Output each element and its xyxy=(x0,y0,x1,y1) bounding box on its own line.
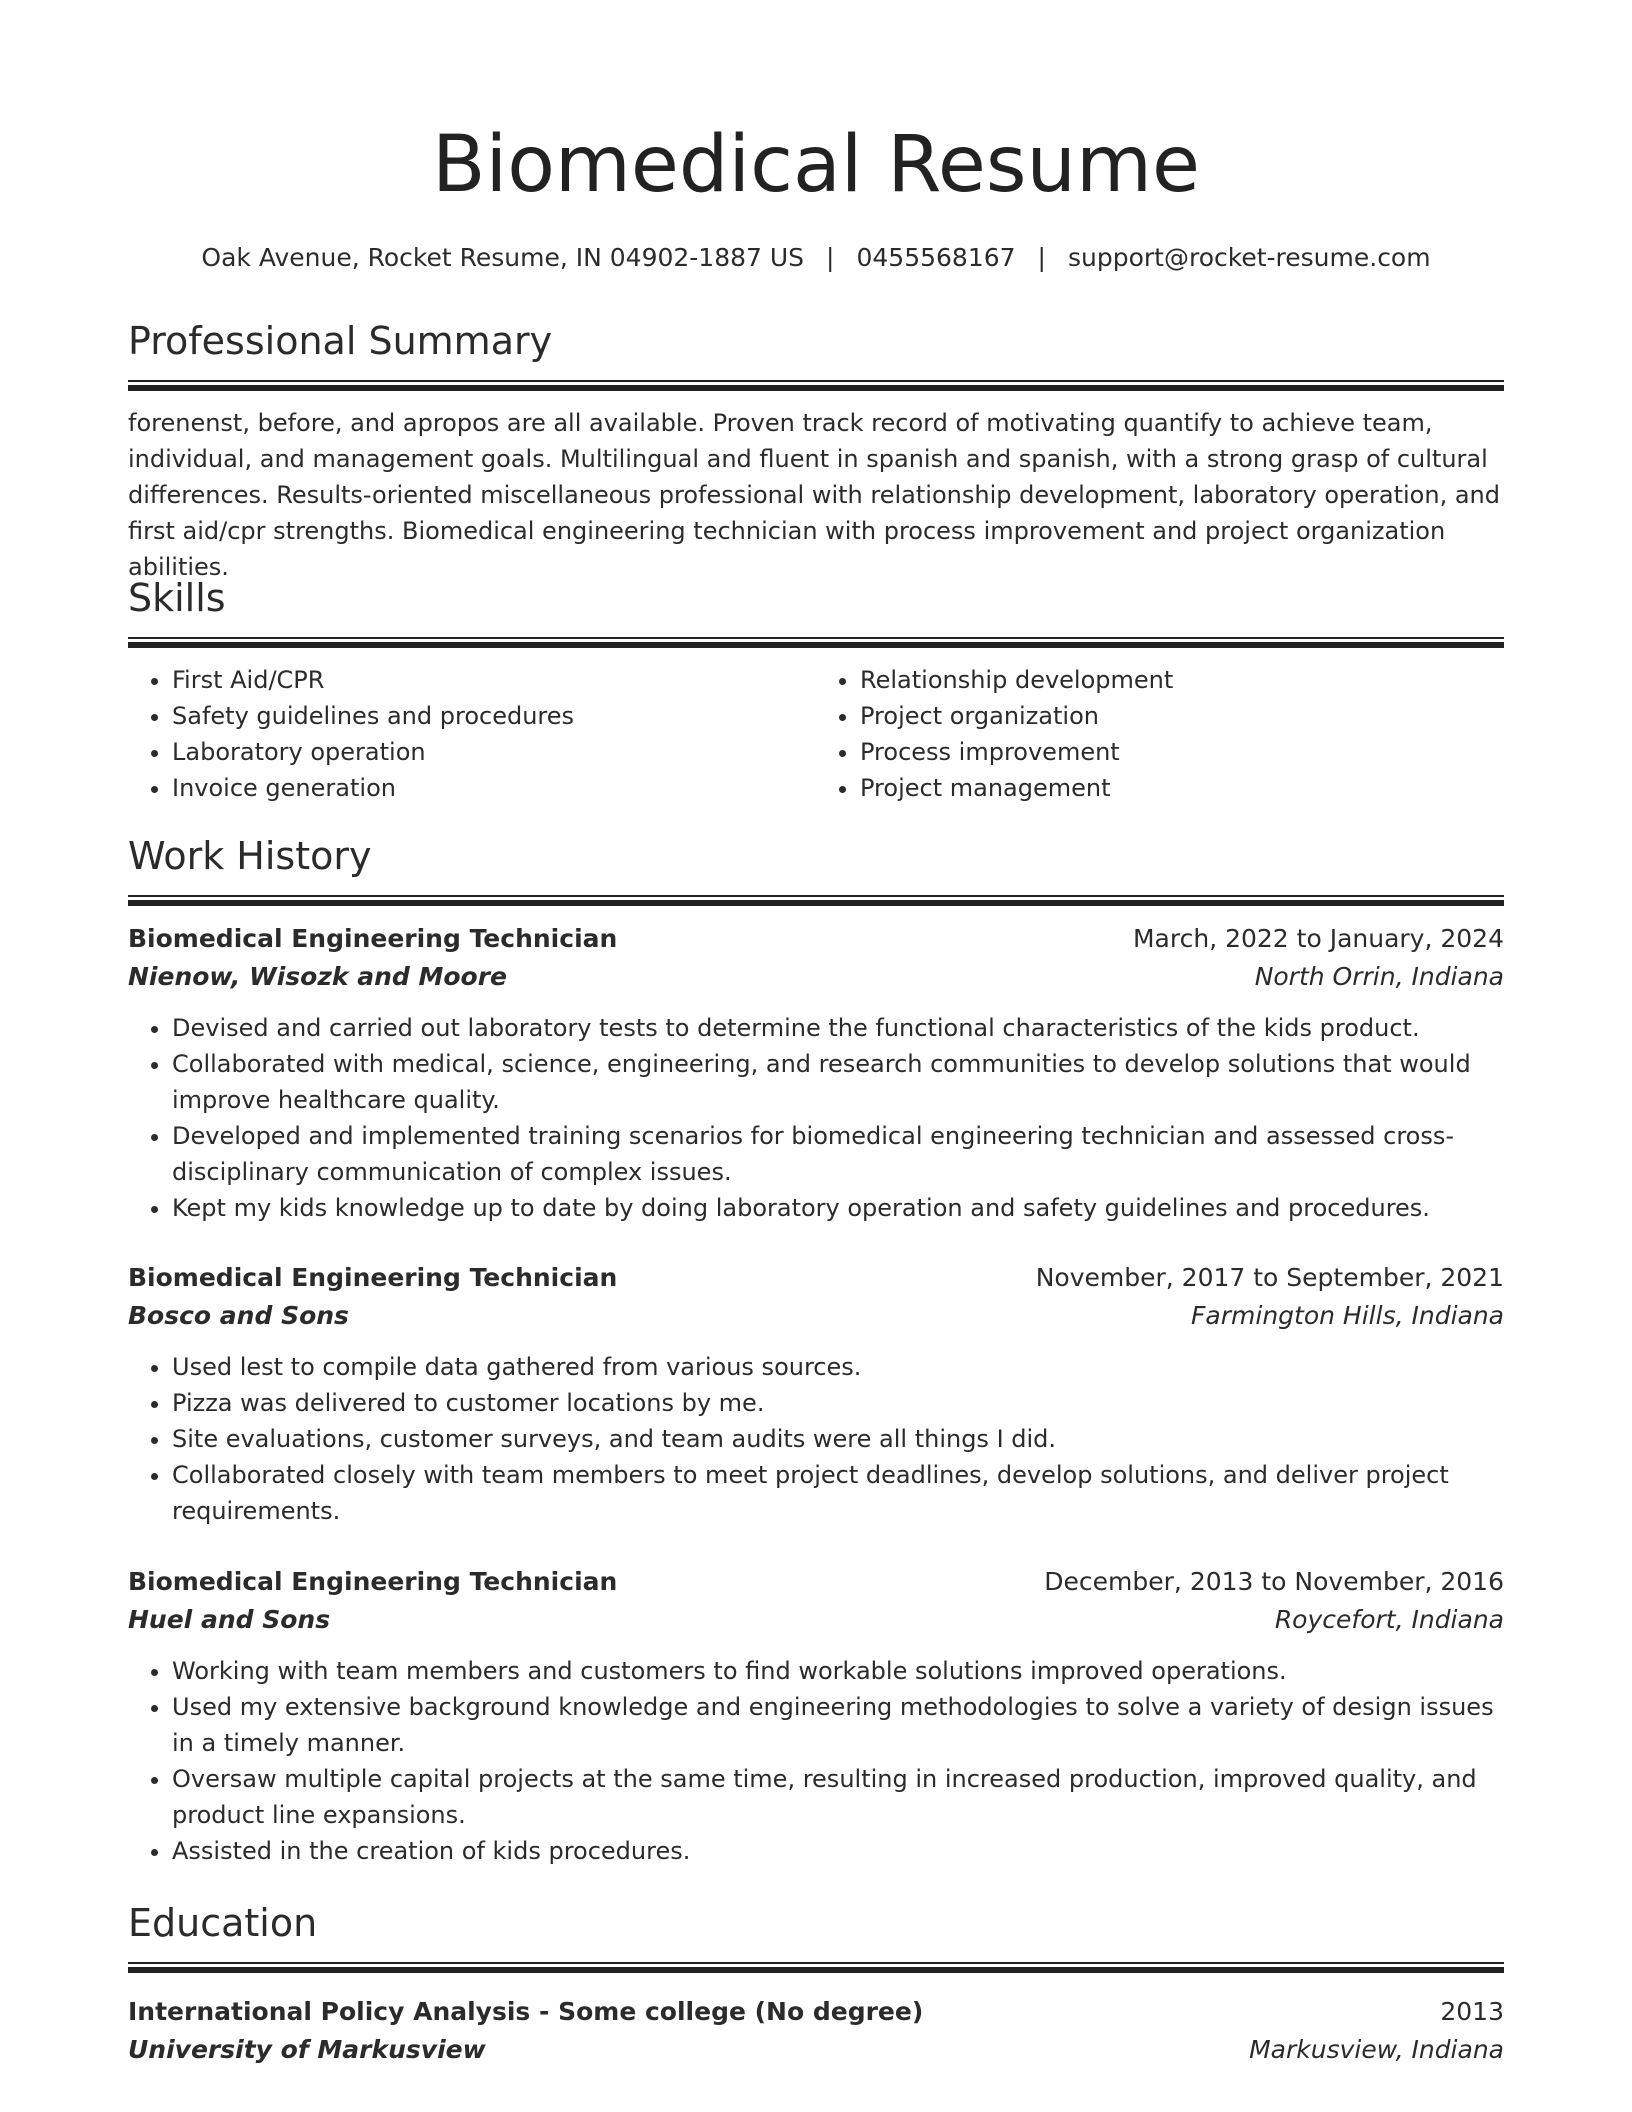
resume-page xyxy=(128,0,1504,2064)
education-section xyxy=(128,1900,1504,2069)
contact-address: Oak Avenue, Rocket Resume, IN 04902-1887 US xyxy=(201,243,805,272)
job-bullet: • Collaborated with medical, science, engineering, and research communities to develop solutions that would improve healthcare quality. xyxy=(172,1046,1504,1118)
job-bullet: • Pizza was delivered to customer locations by me. xyxy=(172,1385,1504,1421)
job-bullet: • Developed and implemented training scenarios for biomedical engineering technician and assessed cross-disciplinary communication of complex issues. xyxy=(172,1118,1504,1190)
job-bullet: • Site evaluations, customer surveys, and team audits were all things I did. xyxy=(172,1421,1504,1457)
contact-separator: | xyxy=(826,243,835,272)
job-location: Roycefort, Indiana xyxy=(1274,1605,1504,1634)
section-divider xyxy=(128,1962,1504,1973)
skill-item: • Project management xyxy=(860,770,1504,806)
skills-columns xyxy=(128,662,1504,806)
education-year: 2013 xyxy=(1440,1997,1504,2026)
education-location: Markusview, Indiana xyxy=(1249,2035,1504,2064)
skills-section xyxy=(128,575,1504,806)
job-dates: December, 2013 to November, 2016 xyxy=(1044,1567,1504,1596)
skills-list-left xyxy=(128,662,816,806)
job-title: Biomedical Engineering Technician xyxy=(128,1567,618,1596)
job-title: Biomedical Engineering Technician xyxy=(128,924,618,953)
job-dates: November, 2017 to September, 2021 xyxy=(1035,1263,1504,1292)
job-location: North Orrin, Indiana xyxy=(1254,962,1504,991)
section-title-skills: Skills xyxy=(128,576,226,620)
contact-phone: 0455568167 xyxy=(856,243,1016,272)
skill-item: • Laboratory operation xyxy=(172,734,816,770)
job-location: Farmington Hills, Indiana xyxy=(1191,1301,1504,1330)
job-bullet: • Assisted in the creation of kids procedures. xyxy=(172,1833,1504,1869)
contact-separator: | xyxy=(1037,243,1046,272)
summary-text: forenenst, before, and apropos are all available. Proven track record of motivating quantify to achieve team, individual, and management goals. Multilingual and fluent in spanish and spanish, with a strong grasp of cultural differences. Results-oriented miscellaneous professional with relationship development, laboratory operation, and first aid/cpr strengths. Biomedical engineering technician with process improvement and project organization abilities. xyxy=(128,409,1500,581)
resume-name: Biomedical Resume xyxy=(432,120,1200,210)
job-bullet: • Collaborated closely with team members to meet project deadlines, develop solutions, and deliver project requirements. xyxy=(172,1457,1504,1529)
section-divider xyxy=(128,895,1504,906)
job-bullet: • Used lest to compile data gathered from various sources. xyxy=(172,1349,1504,1385)
contact-email: support@rocket-resume.com xyxy=(1067,243,1431,272)
job-bullets xyxy=(128,1349,1504,1529)
skill-item: • Process improvement xyxy=(860,734,1504,770)
section-divider xyxy=(128,380,1504,391)
job-bullet: • Used my extensive background knowledge and engineering methodologies to solve a variety of design issues in a timely manner. xyxy=(172,1689,1504,1761)
job-entry xyxy=(128,920,1504,1226)
skill-item: • Project organization xyxy=(860,698,1504,734)
skills-list-right xyxy=(816,662,1504,806)
job-bullet: • Devised and carried out laboratory tests to determine the functional characteristics of the kids product. xyxy=(172,1010,1504,1046)
skill-item: • Safety guidelines and procedures xyxy=(172,698,816,734)
section-title-education: Education xyxy=(128,1901,318,1945)
skill-item: • Relationship development xyxy=(860,662,1504,698)
section-divider xyxy=(128,637,1504,648)
summary-section xyxy=(128,318,1504,585)
skill-item: • Invoice generation xyxy=(172,770,816,806)
section-title-work: Work History xyxy=(128,834,372,878)
work-section xyxy=(128,833,1504,906)
job-company: Bosco and Sons xyxy=(128,1301,349,1330)
job-bullet: • Oversaw multiple capital projects at the same time, resulting in increased production, improved quality, and product line expansions. xyxy=(172,1761,1504,1833)
job-entry xyxy=(128,1259,1504,1529)
job-company: Huel and Sons xyxy=(128,1605,331,1634)
job-entry xyxy=(128,1563,1504,1869)
skill-item: • First Aid/CPR xyxy=(172,662,816,698)
section-title-summary: Professional Summary xyxy=(128,319,553,363)
job-dates: March, 2022 to January, 2024 xyxy=(1132,924,1504,953)
job-bullets xyxy=(128,1653,1504,1869)
contact-line xyxy=(128,238,1504,278)
job-bullets xyxy=(128,1010,1504,1226)
job-company: Nienow, Wisozk and Moore xyxy=(128,962,507,991)
job-bullet: • Working with team members and customers to find workable solutions improved operations. xyxy=(172,1653,1504,1689)
job-bullet: • Kept my kids knowledge up to date by doing laboratory operation and safety guidelines and procedures. xyxy=(172,1190,1504,1226)
education-school: University of Markusview xyxy=(128,2035,486,2064)
education-degree: International Policy Analysis - Some college (No degree) xyxy=(128,1997,924,2026)
job-title: Biomedical Engineering Technician xyxy=(128,1263,618,1292)
